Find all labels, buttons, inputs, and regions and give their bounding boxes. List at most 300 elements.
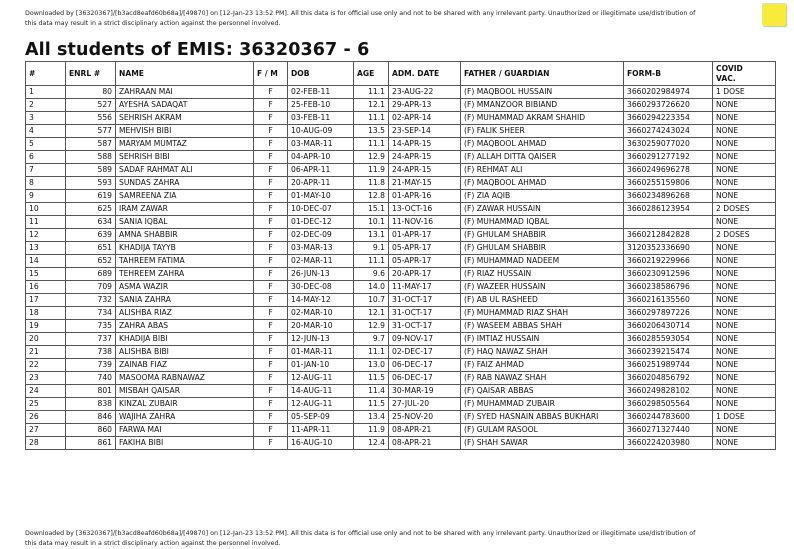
cell-covid-vac: NONE (713, 385, 776, 398)
cell-guardian: (F) QAISAR ABBAS (461, 385, 624, 398)
cell-gender: F (254, 424, 288, 437)
cell-name: ZAINAB FIAZ (116, 359, 254, 372)
cell-dob: 12-AUG-11 (288, 398, 354, 411)
cell-covid-vac: NONE (713, 359, 776, 372)
cell-enrl: 527 (66, 99, 116, 112)
cell-adm-date: 06-DEC-17 (389, 359, 461, 372)
cell-form-b: 3660298505564 (624, 398, 713, 411)
cell-form-b: 3660206430714 (624, 320, 713, 333)
cell-enrl: 588 (66, 151, 116, 164)
cell-covid-vac: NONE (713, 255, 776, 268)
cell-form-b: 3660230912596 (624, 268, 713, 281)
cell-dob: 25-FEB-10 (288, 99, 354, 112)
cell-form-b (624, 216, 713, 229)
cell-num: 20 (26, 333, 66, 346)
cell-covid-vac: NONE (713, 320, 776, 333)
cell-gender: F (254, 320, 288, 333)
cell-covid-vac: NONE (713, 333, 776, 346)
cell-covid-vac: NONE (713, 99, 776, 112)
cell-enrl: 734 (66, 307, 116, 320)
cell-form-b: 3660212842828 (624, 229, 713, 242)
cell-guardian: (F) SYED HASNAIN ABBAS BUKHARI (461, 411, 624, 424)
cell-name: SEHRISH BIBI (116, 151, 254, 164)
header-enrl: ENRL # (66, 62, 116, 86)
cell-age: 13.5 (354, 125, 389, 138)
cell-adm-date: 01-APR-17 (389, 229, 461, 242)
cell-name: SANIA ZAHRA (116, 294, 254, 307)
cell-dob: 03-FEB-11 (288, 112, 354, 125)
table-row (26, 398, 776, 411)
disclaimer-top-line1: Downloaded by [36320367]/[b3acd8eafd60b68a]/[49870] on [12-Jan-23 13:52 PM]. All this data is for official use only and not to be shared with any irrelevant party. Unauthorized or illegitimate use/distribution of (25, 10, 696, 17)
cell-guardian: (F) ZAWAR HUSSAIN (461, 203, 624, 216)
table-row (26, 294, 776, 307)
cell-gender: F (254, 268, 288, 281)
cell-adm-date: 14-APR-15 (389, 138, 461, 151)
disclaimer-bottom-line1: Downloaded by [36320367]/[b3acd8eafd60b68a]/[49870] on [12-Jan-23 13:52 PM]. All this data is for official use only and not to be shared with any irrelevant party. Unauthorized or illegitimate use/distribution of (25, 530, 696, 537)
cell-name: MISBAH QAISAR (116, 385, 254, 398)
cell-guardian: (F) REHMAT ALI (461, 164, 624, 177)
cell-guardian: (F) FALIK SHEER (461, 125, 624, 138)
cell-num: 2 (26, 99, 66, 112)
cell-age: 9.1 (354, 242, 389, 255)
cell-gender: F (254, 151, 288, 164)
table-row (26, 151, 776, 164)
cell-enrl: 801 (66, 385, 116, 398)
cell-guardian: (F) MAQBOOL AHMAD (461, 177, 624, 190)
cell-age: 10.7 (354, 294, 389, 307)
cell-covid-vac: NONE (713, 268, 776, 281)
cell-num: 23 (26, 372, 66, 385)
cell-enrl: 838 (66, 398, 116, 411)
cell-num: 24 (26, 385, 66, 398)
cell-guardian: (F) GHULAM SHABBIR (461, 229, 624, 242)
cell-form-b: 3630259077020 (624, 138, 713, 151)
cell-enrl: 737 (66, 333, 116, 346)
cell-age: 12.1 (354, 307, 389, 320)
cell-dob: 20-APR-11 (288, 177, 354, 190)
cell-guardian: (F) ALLAH DITTA QAISER (461, 151, 624, 164)
table-row (26, 346, 776, 359)
cell-name: KHADIJA BIBI (116, 333, 254, 346)
cell-covid-vac: NONE (713, 346, 776, 359)
cell-num: 18 (26, 307, 66, 320)
cell-adm-date: 23-AUG-22 (389, 86, 461, 99)
cell-dob: 16-AUG-10 (288, 437, 354, 450)
cell-name: SUNDAS ZAHRA (116, 177, 254, 190)
cell-guardian: (F) MUHAMMAD AKRAM SHAHID (461, 112, 624, 125)
cell-enrl: 738 (66, 346, 116, 359)
cell-dob: 14-MAY-12 (288, 294, 354, 307)
cell-name: KHADIJA TAYYB (116, 242, 254, 255)
cell-form-b: 3660202984974 (624, 86, 713, 99)
cell-guardian: (F) RIAZ HUSSAIN (461, 268, 624, 281)
cell-gender: F (254, 203, 288, 216)
cell-form-b: 3660255159806 (624, 177, 713, 190)
cell-enrl: 709 (66, 281, 116, 294)
cell-adm-date: 20-APR-17 (389, 268, 461, 281)
cell-adm-date: 02-APR-14 (389, 112, 461, 125)
cell-adm-date: 31-OCT-17 (389, 307, 461, 320)
cell-name: ALISHBA RIAZ (116, 307, 254, 320)
cell-dob: 01-DEC-12 (288, 216, 354, 229)
cell-gender: F (254, 294, 288, 307)
header-form-b: FORM-B (624, 62, 713, 86)
cell-age: 13.1 (354, 229, 389, 242)
cell-age: 9.7 (354, 333, 389, 346)
cell-num: 11 (26, 216, 66, 229)
cell-dob: 20-MAR-10 (288, 320, 354, 333)
cell-dob: 02-DEC-09 (288, 229, 354, 242)
cell-guardian: (F) GULAM RASOOL (461, 424, 624, 437)
cell-name: IRAM ZAWAR (116, 203, 254, 216)
cell-gender: F (254, 346, 288, 359)
cell-gender: F (254, 99, 288, 112)
cell-covid-vac: NONE (713, 281, 776, 294)
cell-gender: F (254, 385, 288, 398)
cell-gender: F (254, 372, 288, 385)
cell-age: 11.5 (354, 398, 389, 411)
cell-guardian: (F) AB UL RASHEED (461, 294, 624, 307)
cell-enrl: 651 (66, 242, 116, 255)
cell-age: 11.1 (354, 86, 389, 99)
cell-num: 13 (26, 242, 66, 255)
table-row (26, 229, 776, 242)
cell-dob: 10-AUG-09 (288, 125, 354, 138)
disclaimer-bottom (25, 529, 725, 549)
header-covid-line2: VAC. (716, 73, 736, 83)
cell-gender: F (254, 333, 288, 346)
cell-form-b: 3660216135560 (624, 294, 713, 307)
header-gender: F / M (254, 62, 288, 86)
cell-age: 11.9 (354, 164, 389, 177)
cell-enrl: 587 (66, 138, 116, 151)
cell-guardian: (F) GHULAM SHABBIR (461, 242, 624, 255)
disclaimer-bottom-line2: this data may result in a strict disciplinary action against the personnel involved. (25, 540, 281, 547)
cell-name: ALISHBA BIBI (116, 346, 254, 359)
cell-enrl: 80 (66, 86, 116, 99)
cell-dob: 06-APR-11 (288, 164, 354, 177)
cell-enrl: 740 (66, 372, 116, 385)
cell-dob: 01-MAY-10 (288, 190, 354, 203)
cell-age: 9.6 (354, 268, 389, 281)
cell-form-b: 3660224203980 (624, 437, 713, 450)
cell-name: TAHREEM FATIMA (116, 255, 254, 268)
table-row (26, 99, 776, 112)
cell-num: 16 (26, 281, 66, 294)
cell-form-b: 3660249696278 (624, 164, 713, 177)
cell-covid-vac: NONE (713, 294, 776, 307)
cell-guardian: (F) MUHAMMAD ZUBAIR (461, 398, 624, 411)
header-name: NAME (116, 62, 254, 86)
cell-enrl: 861 (66, 437, 116, 450)
cell-dob: 12-JUN-13 (288, 333, 354, 346)
cell-dob: 01-MAR-11 (288, 346, 354, 359)
cell-adm-date: 06-DEC-17 (389, 372, 461, 385)
table-row (26, 164, 776, 177)
table-row (26, 242, 776, 255)
header-guardian: FATHER / GUARDIAN (461, 62, 624, 86)
cell-adm-date: 30-MAR-19 (389, 385, 461, 398)
cell-form-b: 3660234896268 (624, 190, 713, 203)
cell-covid-vac: 1 DOSE (713, 411, 776, 424)
cell-gender: F (254, 411, 288, 424)
header-covid (713, 62, 776, 86)
cell-dob: 03-MAR-13 (288, 242, 354, 255)
cell-dob: 14-AUG-11 (288, 385, 354, 398)
cell-num: 7 (26, 164, 66, 177)
cell-name: SANIA IQBAL (116, 216, 254, 229)
cell-num: 17 (26, 294, 66, 307)
cell-enrl: 846 (66, 411, 116, 424)
cell-covid-vac: NONE (713, 151, 776, 164)
cell-dob: 02-MAR-11 (288, 255, 354, 268)
cell-covid-vac: NONE (713, 190, 776, 203)
table-row (26, 125, 776, 138)
cell-adm-date: 23-SEP-14 (389, 125, 461, 138)
cell-covid-vac: NONE (713, 177, 776, 190)
cell-age: 13.4 (354, 411, 389, 424)
cell-covid-vac: NONE (713, 307, 776, 320)
cell-adm-date: 08-APR-21 (389, 424, 461, 437)
cell-gender: F (254, 216, 288, 229)
cell-guardian: (F) WASEEM ABBAS SHAH (461, 320, 624, 333)
cell-gender: F (254, 190, 288, 203)
cell-name: AMNA SHABBIR (116, 229, 254, 242)
cell-guardian: (F) MMANZOOR BIBIAND (461, 99, 624, 112)
header-adm-date: ADM. DATE (389, 62, 461, 86)
cell-gender: F (254, 242, 288, 255)
cell-name: TEHREEM ZAHRA (116, 268, 254, 281)
table-row (26, 281, 776, 294)
cell-enrl: 593 (66, 177, 116, 190)
cell-num: 15 (26, 268, 66, 281)
table-row (26, 86, 776, 99)
table-row (26, 255, 776, 268)
cell-adm-date: 05-APR-17 (389, 255, 461, 268)
cell-enrl: 860 (66, 424, 116, 437)
page-title: All students of EMIS: 36320367 - 6 (25, 40, 370, 60)
cell-gender: F (254, 164, 288, 177)
cell-dob: 26-JUN-13 (288, 268, 354, 281)
cell-guardian: (F) RAB NAWAZ SHAH (461, 372, 624, 385)
cell-gender: F (254, 398, 288, 411)
cell-num: 3 (26, 112, 66, 125)
cell-covid-vac: NONE (713, 424, 776, 437)
cell-enrl: 689 (66, 268, 116, 281)
cell-gender: F (254, 255, 288, 268)
cell-guardian: (F) IMTIAZ HUSSAIN (461, 333, 624, 346)
cell-num: 5 (26, 138, 66, 151)
table-row (26, 333, 776, 346)
cell-form-b: 3660285593054 (624, 333, 713, 346)
cell-enrl: 634 (66, 216, 116, 229)
cell-age: 12.1 (354, 99, 389, 112)
table-row (26, 112, 776, 125)
cell-adm-date: 31-OCT-17 (389, 320, 461, 333)
cell-form-b: 3660238586796 (624, 281, 713, 294)
cell-enrl: 625 (66, 203, 116, 216)
cell-age: 14.0 (354, 281, 389, 294)
table-row (26, 359, 776, 372)
table-row (26, 203, 776, 216)
cell-num: 12 (26, 229, 66, 242)
cell-dob: 10-DEC-07 (288, 203, 354, 216)
cell-age: 11.1 (354, 255, 389, 268)
cell-guardian: (F) MUHAMMAD IQBAL (461, 216, 624, 229)
cell-age: 11.1 (354, 346, 389, 359)
cell-age: 12.9 (354, 151, 389, 164)
cell-guardian: (F) MUHAMMAD NADEEM (461, 255, 624, 268)
cell-covid-vac: NONE (713, 125, 776, 138)
cell-num: 21 (26, 346, 66, 359)
cell-guardian: (F) SHAH SAWAR (461, 437, 624, 450)
cell-name: KINZAL ZUBAIR (116, 398, 254, 411)
cell-adm-date: 21-MAY-15 (389, 177, 461, 190)
cell-gender: F (254, 125, 288, 138)
cell-form-b: 3660291277192 (624, 151, 713, 164)
cell-name: AYESHA SADAQAT (116, 99, 254, 112)
cell-form-b: 3660239215474 (624, 346, 713, 359)
cell-adm-date: 24-APR-15 (389, 151, 461, 164)
cell-age: 11.5 (354, 372, 389, 385)
cell-form-b: 3660274243024 (624, 125, 713, 138)
cell-enrl: 735 (66, 320, 116, 333)
cell-gender: F (254, 359, 288, 372)
cell-dob: 12-AUG-11 (288, 372, 354, 385)
cell-age: 10.1 (354, 216, 389, 229)
cell-name: SAMREENA ZIA (116, 190, 254, 203)
cell-age: 11.1 (354, 112, 389, 125)
cell-dob: 03-MAR-11 (288, 138, 354, 151)
cell-num: 26 (26, 411, 66, 424)
cell-form-b: 3660244783600 (624, 411, 713, 424)
cell-age: 12.9 (354, 320, 389, 333)
cell-form-b: 3660251989744 (624, 359, 713, 372)
cell-dob: 30-DEC-08 (288, 281, 354, 294)
cell-adm-date: 31-OCT-17 (389, 294, 461, 307)
disclaimer-top (25, 9, 725, 29)
cell-guardian: (F) MAQBOOL AHMAD (461, 138, 624, 151)
cell-age: 12.8 (354, 190, 389, 203)
cell-name: FARWA MAI (116, 424, 254, 437)
cell-num: 28 (26, 437, 66, 450)
table-row (26, 372, 776, 385)
cell-form-b: 3660249828102 (624, 385, 713, 398)
cell-guardian: (F) ZIA AQIB (461, 190, 624, 203)
cell-name: SADAF RAHMAT ALI (116, 164, 254, 177)
cell-form-b: 3660294223354 (624, 112, 713, 125)
cell-enrl: 739 (66, 359, 116, 372)
cell-enrl: 639 (66, 229, 116, 242)
cell-covid-vac: 2 DOSES (713, 229, 776, 242)
cell-covid-vac: NONE (713, 216, 776, 229)
table-row (26, 424, 776, 437)
cell-form-b: 3660271327440 (624, 424, 713, 437)
cell-gender: F (254, 229, 288, 242)
cell-adm-date: 29-APR-13 (389, 99, 461, 112)
cell-num: 6 (26, 151, 66, 164)
cell-form-b: 3660286123954 (624, 203, 713, 216)
cell-covid-vac: NONE (713, 372, 776, 385)
cell-num: 8 (26, 177, 66, 190)
cell-guardian: (F) MUHAMMAD RIAZ SHAH (461, 307, 624, 320)
disclaimer-top-line2: this data may result in a strict disciplinary action against the personnel involved. (25, 20, 281, 27)
students-table (25, 61, 776, 450)
cell-guardian: (F) FAIZ AHMAD (461, 359, 624, 372)
cell-adm-date: 05-APR-17 (389, 242, 461, 255)
cell-num: 10 (26, 203, 66, 216)
cell-gender: F (254, 177, 288, 190)
table-row (26, 385, 776, 398)
table-body (26, 86, 776, 450)
cell-num: 27 (26, 424, 66, 437)
cell-enrl: 577 (66, 125, 116, 138)
header-covid-line1: COVID (716, 63, 743, 73)
cell-covid-vac: NONE (713, 112, 776, 125)
cell-form-b: 3660204856792 (624, 372, 713, 385)
cell-gender: F (254, 281, 288, 294)
cell-gender: F (254, 307, 288, 320)
cell-form-b: 3660297897226 (624, 307, 713, 320)
cell-covid-vac: NONE (713, 437, 776, 450)
cell-name: MEHVISH BIBI (116, 125, 254, 138)
cell-age: 11.1 (354, 138, 389, 151)
cell-age: 11.8 (354, 177, 389, 190)
cell-dob: 02-MAR-10 (288, 307, 354, 320)
cell-covid-vac: NONE (713, 398, 776, 411)
cell-adm-date: 11-MAY-17 (389, 281, 461, 294)
cell-adm-date: 01-APR-16 (389, 190, 461, 203)
cell-adm-date: 02-DEC-17 (389, 346, 461, 359)
cell-adm-date: 27-JUL-20 (389, 398, 461, 411)
cell-enrl: 652 (66, 255, 116, 268)
cell-adm-date: 25-NOV-20 (389, 411, 461, 424)
cell-gender: F (254, 112, 288, 125)
cell-age: 11.9 (354, 424, 389, 437)
cell-name: ZAHRAAN MAI (116, 86, 254, 99)
table-row (26, 411, 776, 424)
cell-dob: 04-APR-10 (288, 151, 354, 164)
header-age: AGE (354, 62, 389, 86)
cell-num: 4 (26, 125, 66, 138)
cell-age: 13.0 (354, 359, 389, 372)
cell-num: 1 (26, 86, 66, 99)
table-row (26, 177, 776, 190)
table-row (26, 268, 776, 281)
cell-covid-vac: 1 DOSE (713, 86, 776, 99)
cell-enrl: 619 (66, 190, 116, 203)
cell-adm-date: 09-NOV-17 (389, 333, 461, 346)
cell-dob: 11-APR-11 (288, 424, 354, 437)
cell-guardian: (F) WAZEER HUSSAIN (461, 281, 624, 294)
table-row (26, 138, 776, 151)
cell-covid-vac: 2 DOSES (713, 203, 776, 216)
cell-adm-date: 08-APR-21 (389, 437, 461, 450)
cell-enrl: 556 (66, 112, 116, 125)
cell-dob: 01-JAN-10 (288, 359, 354, 372)
cell-name: WAJIHA ZAHRA (116, 411, 254, 424)
cell-enrl: 732 (66, 294, 116, 307)
cell-name: MARYAM MUMTAZ (116, 138, 254, 151)
cell-guardian: (F) HAQ NAWAZ SHAH (461, 346, 624, 359)
sticky-note-icon[interactable] (762, 3, 786, 26)
cell-adm-date: 11-NOV-16 (389, 216, 461, 229)
cell-num: 22 (26, 359, 66, 372)
cell-num: 14 (26, 255, 66, 268)
table-row (26, 437, 776, 450)
header-num: # (26, 62, 66, 86)
cell-name: SEHRISH AKRAM (116, 112, 254, 125)
